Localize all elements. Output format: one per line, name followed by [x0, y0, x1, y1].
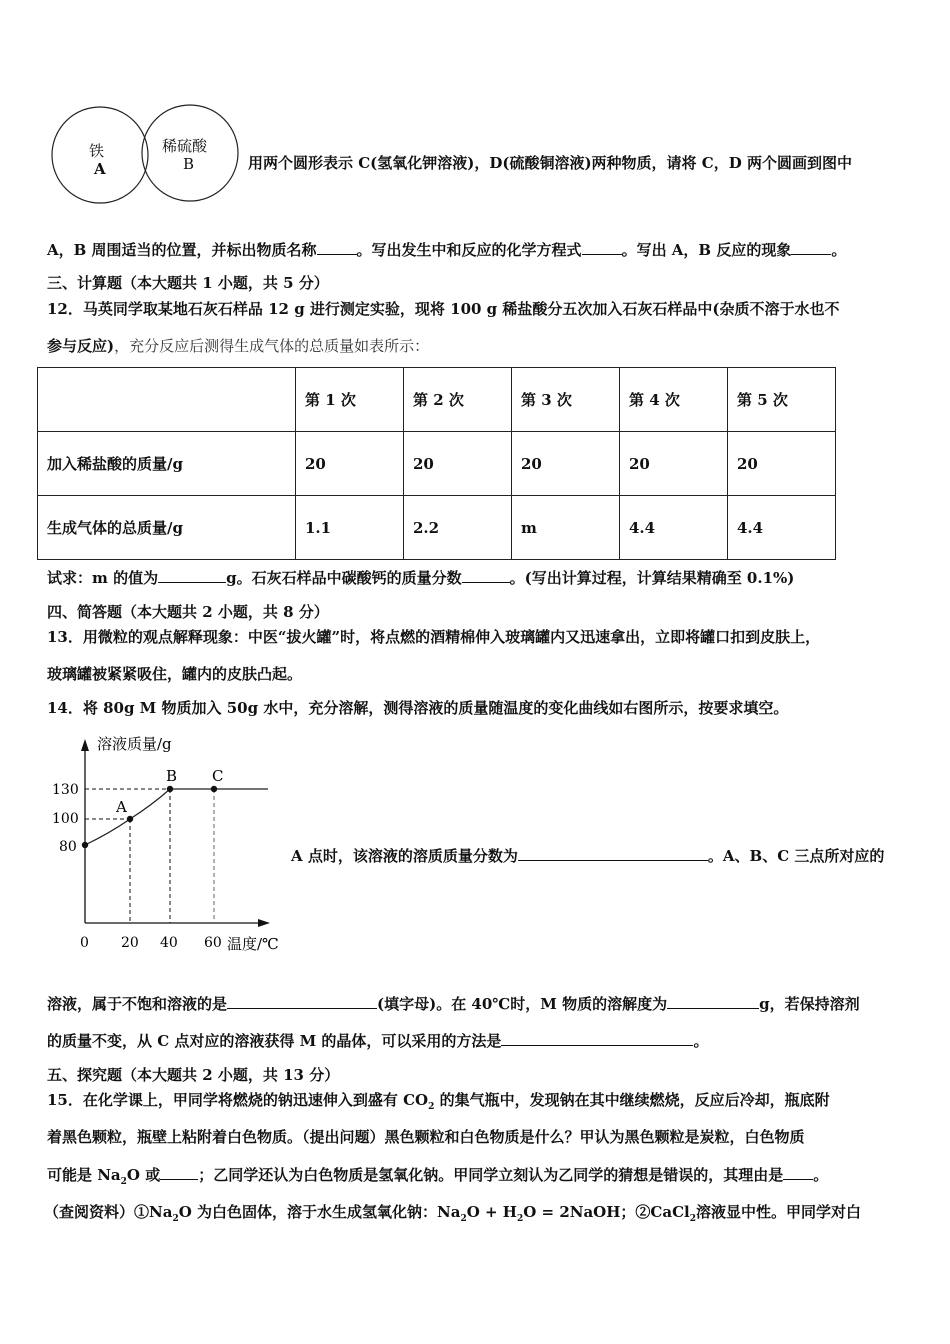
table-cell: m	[512, 496, 620, 560]
q14-line3	[47, 994, 860, 1014]
table-cell: 4.4	[620, 496, 728, 560]
table-cell: 4.4	[728, 496, 836, 560]
table-cell: 20	[728, 432, 836, 496]
answer-blank-method[interactable]	[501, 1031, 693, 1046]
point-origin	[82, 842, 88, 848]
table-header-cell: 第 2 次	[404, 368, 512, 432]
answer-blank-fraction[interactable]	[462, 568, 510, 583]
q15-line4-a: （查阅资料）①Na	[44, 1203, 173, 1221]
point-b	[167, 786, 173, 792]
section4-title: 四、简答题（本大题共 2 小题，共 8 分）	[47, 603, 329, 621]
q14-line3-b: (填字母)。在 40℃时，M 物质的溶解度为	[377, 995, 668, 1013]
point-c	[211, 786, 217, 792]
q12-ask-b: g。石灰石样品中碳酸钙的质量分数	[226, 569, 462, 587]
table-header-cell	[38, 368, 296, 432]
q15-line3-a: 可能是 Na	[47, 1166, 121, 1184]
q14-line3-c: g，若保持溶剂	[759, 995, 860, 1013]
table-cell: 20	[404, 432, 512, 496]
table-row	[38, 432, 836, 496]
q14-line3-a: 溶液，属于不饱和溶液的是	[47, 995, 228, 1013]
table-cell: 1.1	[296, 496, 404, 560]
answer-blank-solubility[interactable]	[667, 994, 759, 1009]
q15-line4-b: O 为白色固体，溶于水生成氢氧化钠：Na	[178, 1203, 461, 1221]
q15-line3-c: ；乙同学还认为白色物质是氢氧化钠。甲同学立刻认为乙同学的猜想是错误的，其理由是	[198, 1166, 784, 1184]
q15-line1-a: 15．在化学课上，甲同学将燃烧的钠迅速伸入到盛有 CO	[47, 1091, 429, 1109]
point-a	[127, 816, 133, 822]
q15-line3-b: O 或	[126, 1166, 161, 1184]
table-header-cell: 第 5 次	[728, 368, 836, 432]
table-cell: 20	[512, 432, 620, 496]
table-header-cell: 第 1 次	[296, 368, 404, 432]
row-label: 加入稀盐酸的质量/g	[38, 432, 296, 496]
table-cell: 20	[296, 432, 404, 496]
point-label-b: B	[166, 767, 178, 785]
x-tick-40: 40	[160, 935, 178, 951]
q15-line4-d: O = 2NaOH；②CaCl	[523, 1203, 690, 1221]
q14-side-text	[291, 845, 884, 866]
q15-line4-c: O + H	[466, 1203, 517, 1221]
q15-line4-e: 溶液显中性。甲同学对白	[695, 1203, 861, 1221]
circle-b-label: 稀硫酸	[162, 137, 208, 155]
table-cell: 2.2	[404, 496, 512, 560]
subscript: 2	[172, 1214, 179, 1224]
x-tick-60: 60	[204, 935, 222, 951]
table-header-cell: 第 4 次	[620, 368, 728, 432]
answer-blank[interactable]	[317, 240, 357, 255]
q14-line1: 14．将 80g M 物质加入 50g 水中，充分溶解，测得溶液的质量随温度的变化曲线如右图所示，按要求填空。	[47, 699, 789, 717]
y-axis-arrow-icon	[81, 739, 89, 751]
solubility-chart	[40, 725, 290, 965]
x-tick-20: 20	[121, 935, 139, 951]
subscript: 2	[689, 1214, 696, 1224]
point-label-c: C	[212, 767, 224, 785]
q12-line1: 12．马英同学取某地石灰石样品 12 g 进行测定实验，现将 100 g 稀盐酸分五次加入石灰石样品中(杂质不溶于水也不	[47, 300, 840, 318]
q12-ask-a: 试求：m 的值为	[47, 569, 159, 587]
answer-blank-unsaturated[interactable]	[227, 994, 377, 1009]
circle-a-letter: A	[94, 160, 106, 178]
q14-side-b: 。A、B、C 三点所对应的	[707, 847, 885, 865]
answer-blank[interactable]	[791, 240, 831, 255]
table-row	[38, 496, 836, 560]
answer-blank-reason[interactable]	[783, 1165, 813, 1180]
subscript: 2	[120, 1177, 127, 1187]
q12-ask	[47, 568, 794, 588]
row-label: 生成气体的总质量/g	[38, 496, 296, 560]
q14-line4-b: 。	[693, 1032, 709, 1050]
q15-line3	[47, 1165, 828, 1192]
table-header-row	[38, 368, 836, 432]
q12-ask-c: 。(写出计算过程，计算结果精确至 0.1%)	[509, 569, 795, 587]
q11-text-b: 。写出发生中和反应的化学方程式	[356, 241, 582, 259]
q15-line1	[47, 1090, 830, 1117]
subscript: 2	[460, 1214, 467, 1224]
answer-blank-fraction-a[interactable]	[518, 846, 708, 861]
y-tick-80: 80	[59, 839, 77, 855]
subscript: 2	[516, 1214, 524, 1224]
q15-line4	[44, 1202, 861, 1229]
q13-line1: 13．用微粒的观点解释现象：中医“拔火罐”时，将点燃的酒精棉伸入玻璃罐内又迅速拿出，立即将罐口扣到皮肤上，	[47, 628, 821, 646]
results-table	[37, 367, 836, 560]
q13-line2: 玻璃罐被紧紧吸住，罐内的皮肤凸起。	[47, 665, 303, 683]
q14-side-a: A 点时，该溶液的溶质质量分数为	[291, 847, 518, 865]
subscript: 2	[428, 1102, 435, 1112]
table-header-cell: 第 3 次	[512, 368, 620, 432]
q15-line1-b: 的集气瓶中，发现钠在其中继续燃烧，反应后冷却，瓶底附	[434, 1091, 830, 1109]
punct: 。	[813, 1166, 829, 1184]
q15-line2: 着黑色颗粒，瓶壁上粘附着白色物质。（提出问题）黑色颗粒和白色物质是什么？甲认为黑色颗粒是炭粒，白色物质	[47, 1128, 805, 1146]
answer-blank-white-substance[interactable]	[160, 1165, 198, 1180]
q14-line4	[47, 1031, 708, 1051]
section3-title: 三、计算题（本大题共 1 小题，共 5 分）	[47, 274, 329, 292]
answer-blank[interactable]	[582, 240, 622, 255]
q11-text-a: A，B 周围适当的位置，并标出物质名称	[47, 241, 317, 259]
circle-a-label: 铁	[89, 142, 105, 160]
q12-line2-rest: ，充分反应后测得生成气体的总质量如表所示：	[114, 337, 430, 355]
section5-title: 五、探究题（本大题共 2 小题，共 13 分）	[47, 1066, 340, 1084]
q11-text-c: 。写出 A，B 反应的现象	[621, 241, 792, 259]
q12-line2	[47, 336, 429, 356]
circle-diagram	[40, 100, 250, 210]
point-label-a: A	[116, 798, 127, 816]
x-tick-0: 0	[80, 935, 89, 951]
y-tick-100: 100	[52, 811, 79, 827]
y-tick-130: 130	[52, 782, 79, 798]
answer-blank-m[interactable]	[158, 568, 226, 583]
q11-line2	[47, 240, 846, 260]
x-axis-arrow-icon	[258, 919, 270, 927]
punct: 。	[831, 241, 847, 259]
q14-line4-a: 的质量不变，从 C 点对应的溶液获得 M 的晶体，可以采用的方法是	[47, 1032, 502, 1050]
q12-line2-bold: 参与反应)	[47, 337, 115, 355]
x-axis-label: 温度/℃	[227, 935, 279, 953]
circle-b-letter: B	[183, 155, 195, 173]
y-axis-label: 溶液质量/g	[97, 735, 172, 753]
q11-line1: 用两个圆形表示 C(氢氧化钾溶液)，D(硫酸铜溶液)两种物质，请将 C，D 两个圆画到图中	[248, 154, 852, 172]
table-cell: 20	[620, 432, 728, 496]
data-curve	[85, 789, 268, 845]
